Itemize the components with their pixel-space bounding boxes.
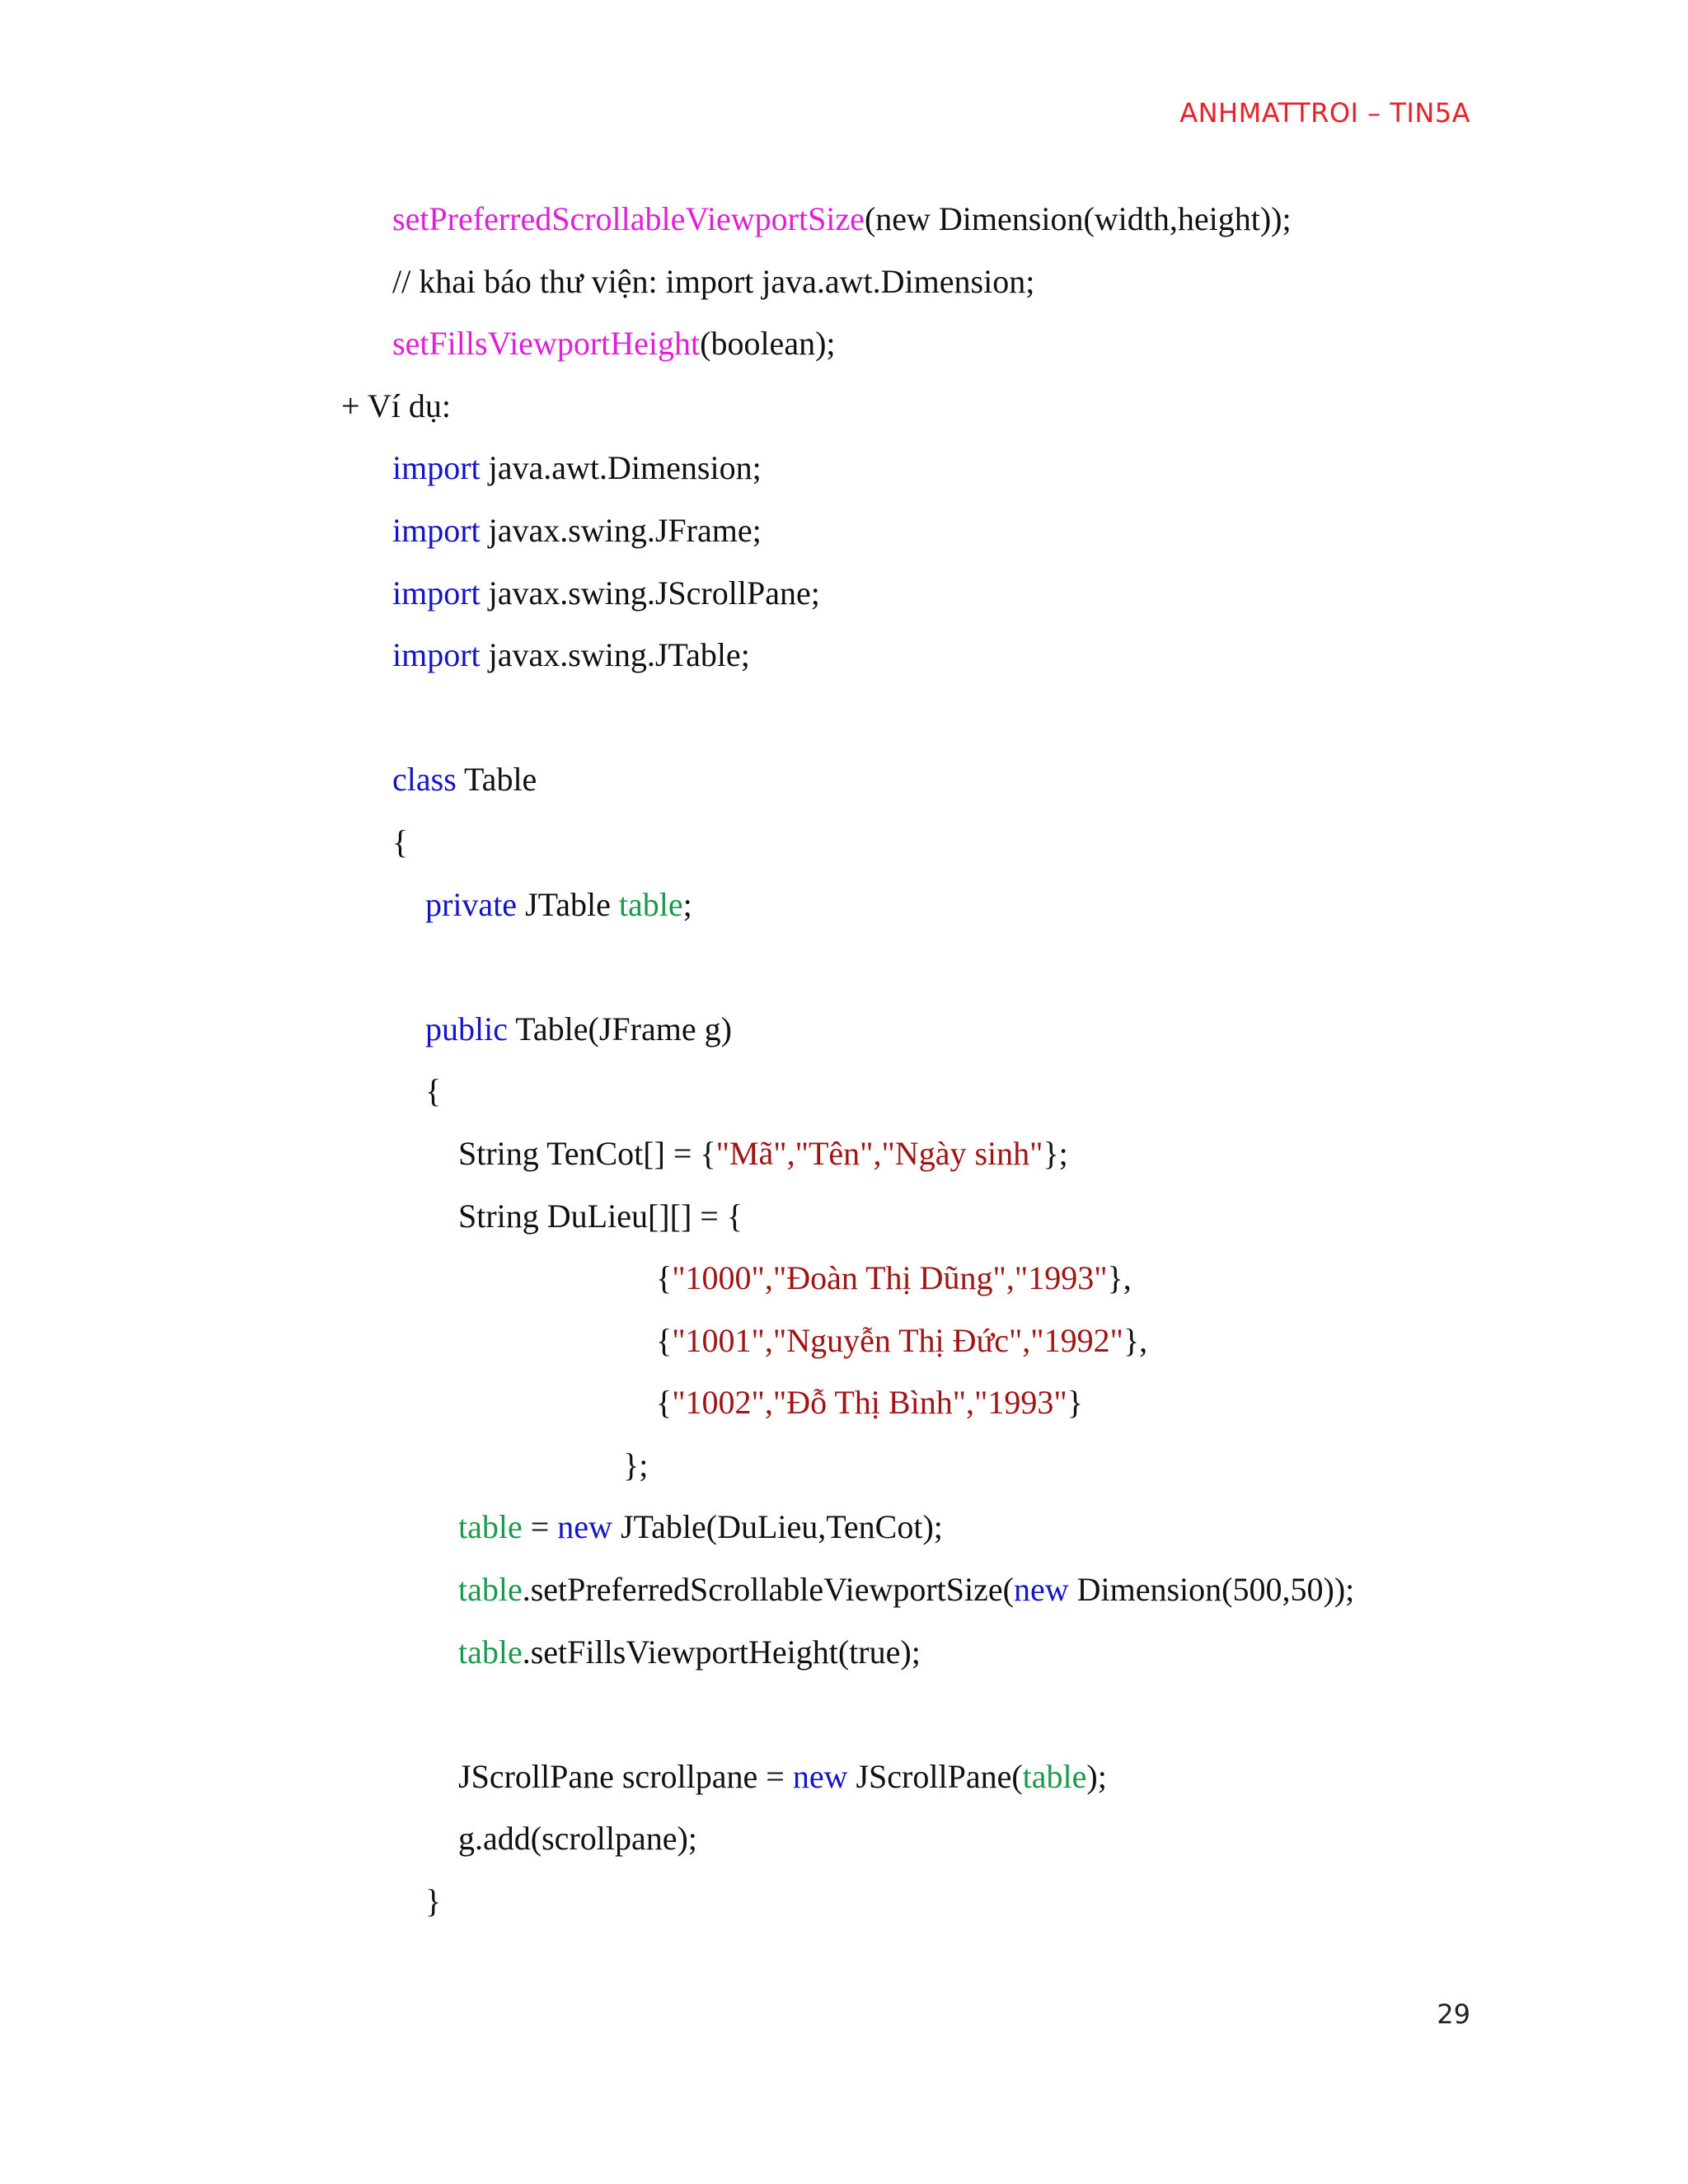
code-token: String DuLieu[][] = { [458,1197,743,1235]
code-token: ); [1086,1757,1107,1795]
code-token: table [458,1571,523,1609]
code-line [0,1746,1688,1808]
code-token: new [557,1508,612,1546]
code-token: table [1022,1757,1087,1795]
code-line [0,1060,1688,1122]
code-token: Dimension(500,50)); [1068,1571,1355,1609]
code-token: "1000","Đoàn Thị Dũng","1993" [672,1259,1108,1297]
code-line [0,1434,1688,1497]
page-number: 29 [1437,1999,1470,2030]
code-token: JScrollPane( [847,1757,1023,1795]
code-token: public [425,1010,508,1047]
code-token: javax.swing.JScrollPane; [480,574,820,612]
code-line [0,1496,1688,1558]
code-line [0,251,1688,313]
code-token: new [792,1757,848,1795]
code-line [0,874,1688,936]
code-token: Table [456,761,537,799]
code-token: setPreferredScrollableViewportSize [392,200,865,237]
code-token: import [392,636,481,674]
code-line [0,748,1688,811]
code-token: JTable(DuLieu,TenCot); [612,1508,943,1546]
code-line [0,188,1688,251]
code-line [0,375,1688,438]
code-line [0,811,1688,874]
code-token: (new Dimension(width,height)); [864,200,1292,237]
code-token: { [656,1384,673,1422]
code-line [0,562,1688,625]
code-line [0,1558,1688,1621]
code-token: }, [1123,1321,1148,1359]
code-line [0,499,1688,562]
page-header: ANHMATTROI – TIN5A [1179,97,1470,129]
code-token: table [458,1508,523,1546]
code-token: JTable [517,885,619,923]
code-token: .setFillsViewportHeight(true); [522,1633,921,1671]
code-token: import [392,449,481,487]
code-token: setFillsViewportHeight [392,325,701,363]
code-token: javax.swing.JFrame; [480,511,762,549]
code-token: JScrollPane scrollpane = [458,1757,793,1795]
code-token: { [656,1321,673,1359]
code-token: import [392,574,481,612]
code-token: } [1067,1384,1083,1422]
code-line [0,312,1688,375]
code-line [0,1247,1688,1310]
code-token: g.add(scrollpane); [458,1820,697,1858]
code-line [0,687,1688,749]
code-token: // khai báo thư viện: import java.awt.Dimension; [392,262,1035,300]
code-token: }; [1043,1134,1068,1172]
code-token: { [425,1072,442,1110]
code-line [0,1621,1688,1684]
code-token: ; [682,885,692,923]
code-token: { [392,823,409,860]
code-token: .setPreferredScrollableViewportSize( [522,1571,1014,1609]
code-line [0,1870,1688,1933]
code-line [0,1185,1688,1248]
code-line [0,437,1688,499]
code-token: } [425,1882,442,1920]
code-token: (boolean); [700,325,836,363]
code-token: "1002","Đỗ Thị Bình","1993" [672,1384,1067,1422]
code-token: { [656,1259,673,1297]
code-token: }, [1107,1259,1132,1297]
code-line [0,1310,1688,1372]
code-token: }; [623,1446,649,1483]
code-line [0,1371,1688,1434]
code-token: table [458,1633,523,1671]
code-token: import [392,511,481,549]
code-line [0,1683,1688,1746]
code-token: javax.swing.JTable; [480,636,750,674]
code-token: class [392,761,457,799]
code-line [0,624,1688,687]
code-line [0,998,1688,1061]
code-token: "1001","Nguyễn Thị Đức","1992" [672,1321,1123,1359]
code-token: java.awt.Dimension; [480,449,762,487]
code-token: + Ví dụ: [341,387,451,424]
code-token: table [618,885,683,923]
code-token: Table(JFrame g) [507,1010,732,1047]
code-listing [0,188,1688,1933]
code-line [0,1122,1688,1185]
code-line [0,1807,1688,1870]
code-token: private [425,885,518,923]
code-line [0,935,1688,998]
code-token: new [1013,1571,1069,1609]
code-token: String TenCot[] = { [458,1134,716,1172]
code-token: "Mã","Tên","Ngày sinh" [715,1134,1043,1172]
code-token: = [522,1508,558,1546]
